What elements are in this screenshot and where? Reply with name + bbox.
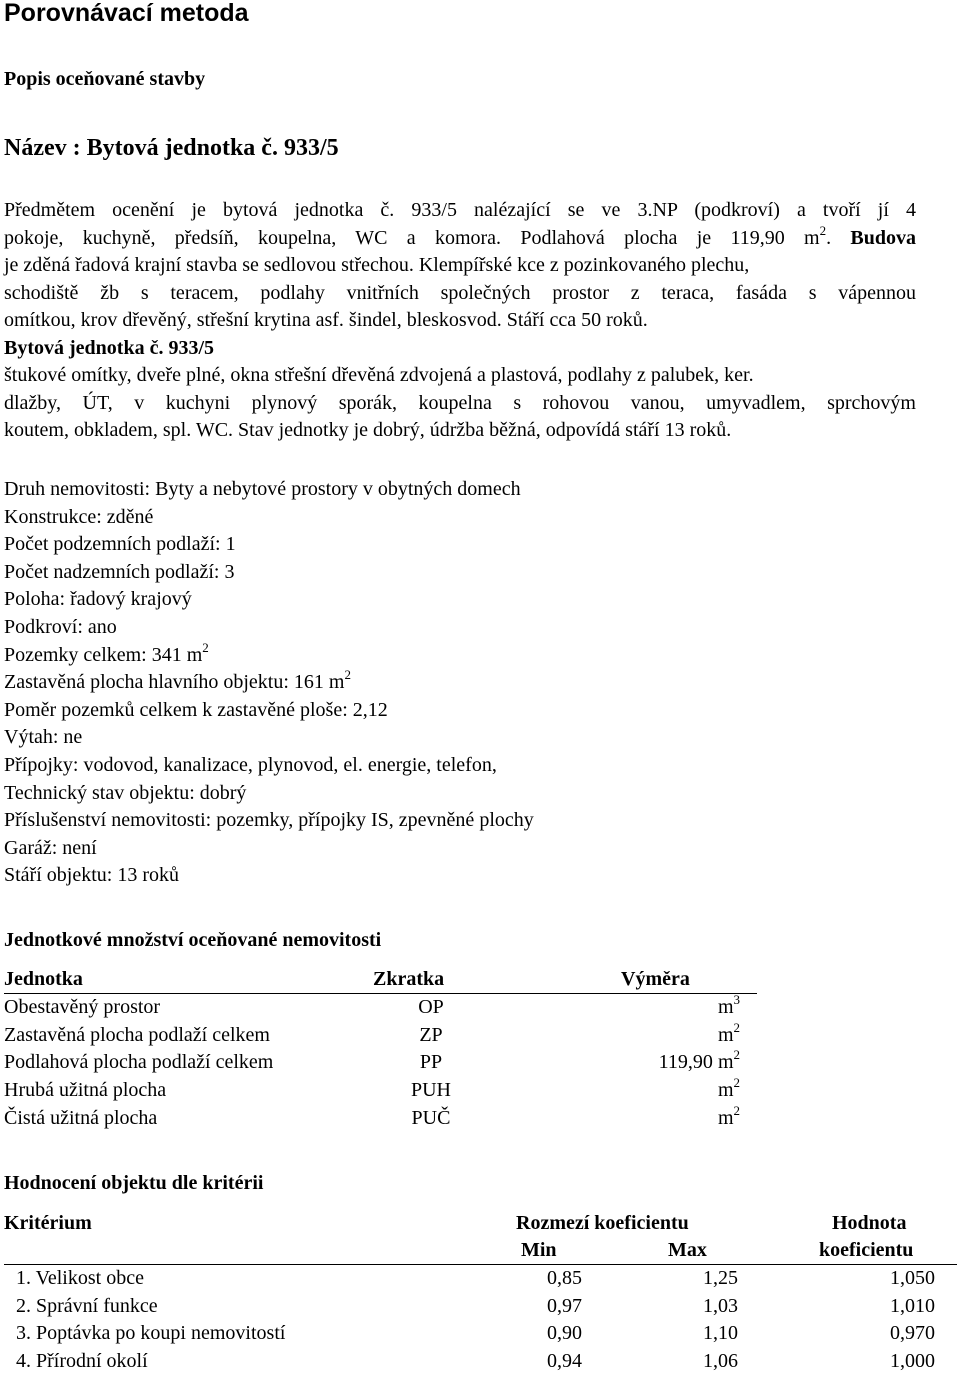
property-list xyxy=(4,476,534,890)
description-line: schodiště žb s teracem, podlahy vnitřních společných prostor z teraca, fasáda s vápennou xyxy=(4,281,916,304)
property-item: Zastavěná plocha hlavního objektu: 161 $m^2$ xyxy=(4,667,351,694)
criterion-name: 3. Poptávka po koupi nemovitostí xyxy=(16,1322,286,1345)
property-item: Počet nadzemních podlaží: 3 xyxy=(4,560,235,583)
unit-value: $m^2$ xyxy=(717,1075,740,1102)
criteria-header-koeficientu: koeficientu xyxy=(819,1239,914,1261)
unit-abbr: ZP xyxy=(419,1023,443,1046)
description-line: Předmětem ocenění je bytová jednotka č. 933/5 nalézající se ve 3.NP (podkroví) a tvoří jí 4 xyxy=(4,199,916,221)
unit-name: Hrubá užitná plocha xyxy=(4,1079,167,1102)
section-title-units: Jednotkové množství oceňované nemovitosti xyxy=(4,929,382,951)
table-row xyxy=(4,1025,740,1053)
property-item: Výtah: ne xyxy=(4,726,83,749)
unit-abbr: OP xyxy=(418,996,444,1018)
property-item: Poměr pozemků celkem k zastavěné ploše: 2,12 xyxy=(4,698,388,721)
property-item: Garáž: není xyxy=(4,836,97,859)
criterion-min: 0,94 xyxy=(547,1350,582,1373)
criteria-header-rule xyxy=(4,1264,957,1265)
unit-value: $m^2$ xyxy=(717,1102,740,1129)
units-header-jednotka: Jednotka xyxy=(4,968,83,990)
criterion-name: 2. Správní funkce xyxy=(16,1294,158,1317)
unit-abbr: PUČ xyxy=(411,1106,451,1129)
table-row xyxy=(4,1323,935,1351)
criterion-value: 0,970 xyxy=(890,1322,935,1345)
units-header-rule xyxy=(4,993,757,994)
property-item: Počet podzemních podlaží: 1 xyxy=(4,533,236,556)
table-row xyxy=(4,1108,740,1136)
description-line: dlažby, ÚT, v kuchyni plynový sporák, koupelna s rohovou vanou, umyvadlem, sprchovým xyxy=(4,391,916,414)
section-title-popis: Popis oceňované stavby xyxy=(4,68,206,90)
property-item: Příslušenství nemovitosti: pozemky, přípojky IS, zpevněné plochy xyxy=(4,809,534,832)
description-paragraph xyxy=(4,197,916,445)
unit-value: 119,90 $m^2$ xyxy=(658,1047,740,1074)
object-name: Název : Bytová jednotka č. 933/5 xyxy=(4,135,339,161)
property-item: Podkroví: ano xyxy=(4,615,117,638)
section-title-criteria: Hodnocení objektu dle kritérii xyxy=(4,1172,264,1194)
criterion-value: 1,010 xyxy=(890,1294,935,1317)
criteria-header-max: Max xyxy=(668,1239,707,1261)
table-row xyxy=(4,1268,935,1296)
table-row xyxy=(4,1080,740,1108)
unit-abbr: PUH xyxy=(410,1079,451,1102)
property-item: Technický stav objektu: dobrý xyxy=(4,781,247,804)
description-line: je zděná řadová krajní stavba se sedlovou střechou. Klempířské kce z pozinkovaného plechu, xyxy=(4,254,750,276)
property-item: Pozemky celkem: 341 $m^2$ xyxy=(4,639,209,666)
page-heading: Porovnávací metoda xyxy=(4,0,249,27)
criterion-min: 0,90 xyxy=(547,1322,582,1345)
criteria-header-min: Min xyxy=(521,1239,557,1261)
description-line: štukové omítky, dveře plné, okna střešní dřevěná zdvojená a plastová, podlahy z palubek, ker. xyxy=(4,364,754,386)
description-line: omítkou, krov dřevěný, střešní krytina asf. šindel, bleskosvod. Stáří cca 50 roků. xyxy=(4,309,648,331)
criterion-min: 0,97 xyxy=(547,1294,582,1317)
criterion-name: 4. Přírodní okolí xyxy=(16,1350,148,1373)
units-row xyxy=(4,992,740,1135)
table-row xyxy=(4,1296,935,1324)
units-header-zkratka: Zkratka xyxy=(373,968,445,990)
unit-subheading: Bytová jednotka č. 933/5 xyxy=(4,336,214,359)
table-row xyxy=(4,997,740,1025)
unit-abbr: PP xyxy=(419,1051,443,1074)
unit-name: Čistá užitná plocha xyxy=(4,1106,158,1129)
criteria-header-kriterium: Kritérium xyxy=(4,1212,92,1234)
property-item: Poloha: řadový krajový xyxy=(4,588,192,611)
unit-name: Podlahová plocha podlaží celkem xyxy=(4,1051,274,1074)
unit-name: Zastavěná plocha podlaží celkem xyxy=(4,1023,270,1046)
criterion-max: 1,10 xyxy=(703,1322,738,1345)
unit-value: $m^2$ xyxy=(717,1019,740,1046)
table-row xyxy=(4,1351,935,1379)
property-item: Konstrukce: zděné xyxy=(4,505,154,528)
criteria-header-rozmezi: Rozmezí koeficientu xyxy=(516,1212,689,1234)
criteria-table xyxy=(4,1268,935,1379)
criterion-value: 1,000 xyxy=(890,1350,935,1373)
criterion-min: 0,85 xyxy=(547,1267,582,1289)
criterion-max: 1,03 xyxy=(703,1294,738,1317)
description-line: pokoje, kuchyně, předsíň, koupelna, WC a komora. Podlahová plocha je 119,90 $m^2$. Budova xyxy=(4,222,916,249)
description-line: koutem, obkladem, spl. WC. Stav jednotky je dobrý, údržba běžná, odpovídá stáří 13 roků. xyxy=(4,419,732,441)
property-item: Přípojky: vodovod, kanalizace, plynovod, el. energie, telefon, xyxy=(4,753,497,776)
property-item: Stáří objektu: 13 roků xyxy=(4,864,179,887)
table-row xyxy=(4,1052,740,1080)
criterion-max: 1,06 xyxy=(703,1350,738,1373)
unit-value: $m^3$ xyxy=(717,992,740,1018)
units-header-vymera: Výměra xyxy=(621,968,690,990)
criterion-name: 1. Velikost obce xyxy=(16,1267,144,1289)
unit-name: Obestavěný prostor xyxy=(4,996,161,1018)
criterion-value: 1,050 xyxy=(890,1267,935,1289)
criterion-max: 1,25 xyxy=(703,1267,738,1289)
criteria-header-hodnota: Hodnota xyxy=(832,1212,907,1234)
property-item: Druh nemovitosti: Byty a nebytové prostory v obytných domech xyxy=(4,478,521,500)
